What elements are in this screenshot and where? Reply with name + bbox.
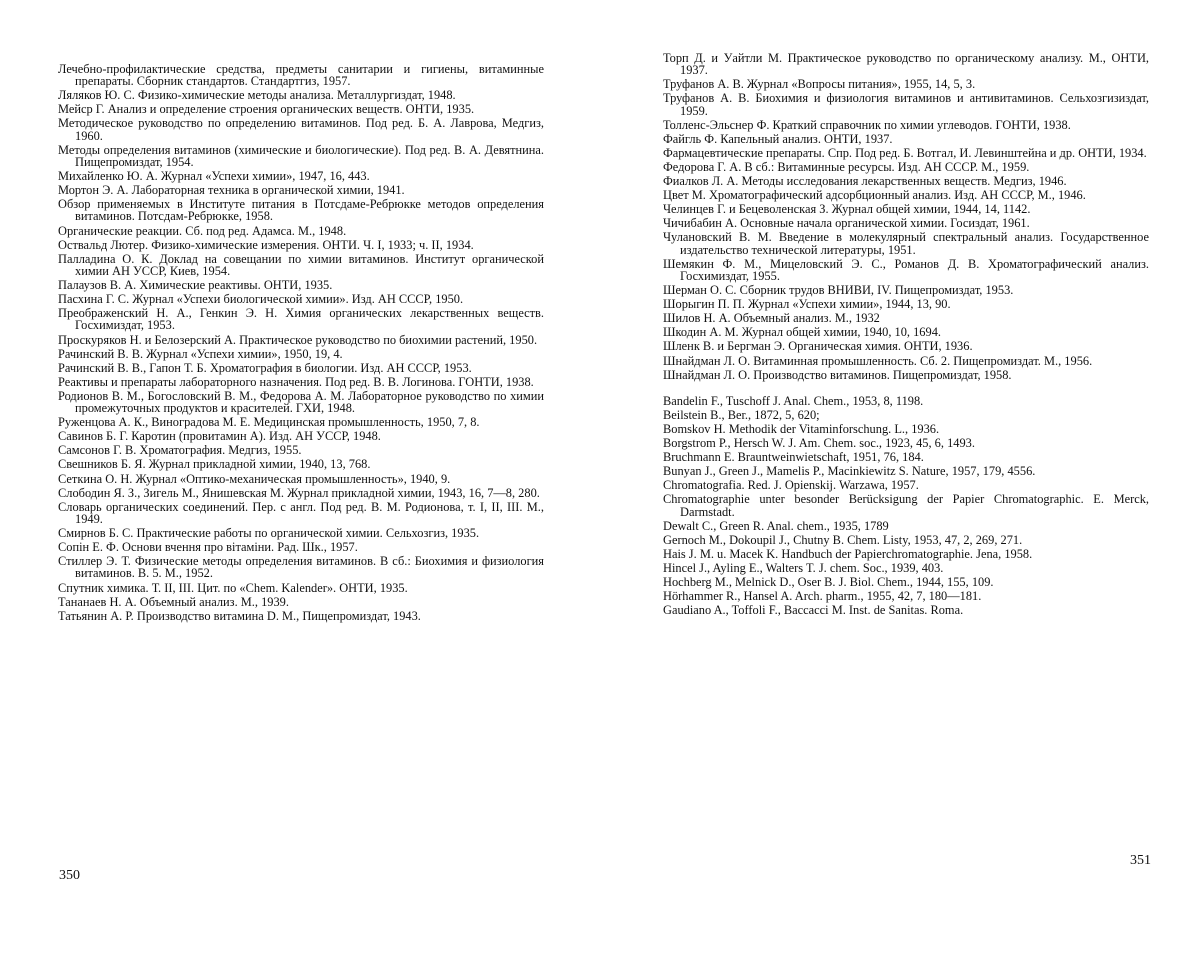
bibliography-entry: Dewalt C., Green R. Anal. chem., 1935, 1789 — [663, 518, 889, 533]
bibliography-entry: Hincel J., Ayling E., Walters T. J. chem. Soc., 1939, 403. — [663, 560, 944, 575]
bibliography-entry: Труфанов А. В. Биохимия и физиология витаминов и антивитаминов. Сельхозгизиздат, 1959. — [663, 91, 1149, 118]
bibliography-entry: Органические реакции. Сб. под ред. Адамса. М., 1948. — [58, 223, 347, 238]
bibliography-entry: Рачинский В. В. Журнал «Успехи химии», 1950, 19, 4. — [58, 346, 343, 361]
bibliography-entry: Шнайдман Л. О. Производство витаминов. Пищепромиздат, 1958. — [663, 367, 1012, 382]
bibliography-entry: Преображенский Н. А., Генкин Э. Н. Химия органических лекарственных веществ. Госхимиздат, 1953. — [58, 306, 544, 333]
bibliography-entry: Chromatographie unter besonder Berücksigung der Papier Chromatographic. E. Merck, Darmstadt. — [663, 492, 1149, 519]
bibliography-entry: Bandelin F., Tuschoff J. Anal. Chem., 1953, 8, 1198. — [663, 393, 924, 408]
bibliography-entry: Спутник химика. Т. II, III. Цит. по «Chem. Kalender». ОНТИ, 1935. — [58, 580, 408, 595]
bibliography-entry: Слободин Я. З., Зигель М., Янишевская М. Журнал прикладной химии, 1943, 16, 7—8, 280. — [58, 485, 540, 500]
bibliography-entry: Толленс-Эльснер Ф. Краткий справочник по химии углеводов. ГОНТИ, 1938. — [663, 117, 1071, 132]
bibliography-entry: Проскуряков Н. и Белозерский А. Практическое руководство по биохимии растений, 1950. — [58, 332, 538, 347]
bibliography-entry: Челинцев Г. и Бецеволенская З. Журнал общей химии, 1944, 14, 1142. — [663, 202, 1031, 217]
bibliography-entry: Шорыгин П. П. Журнал «Успехи химии», 1944, 13, 90. — [663, 297, 951, 312]
bibliography-entry: Файгль Ф. Капельный анализ. ОНТИ, 1937. — [663, 131, 893, 146]
bibliography-entry: Лечебно-профилактические средства, предметы санитарии и гигиены, витаминные препараты. Сборник стандартов. Стандартгиз, 1957. — [58, 62, 544, 89]
bibliography-entry: Шемякин Ф. М., Мицеловский Э. С., Романов Д. В. Хроматографический анализ. Госхимиздат, 1955. — [663, 256, 1149, 283]
bibliography-entry: Сеткина О. Н. Журнал «Оптико-механическая промышленность», 1940, 9. — [58, 471, 451, 486]
bibliography-entry: Шилов Н. А. Объемный анализ. М., 1932 — [663, 311, 880, 326]
bibliography-entry: Ляляков Ю. С. Физико-химические методы анализа. Металлургиздат, 1948. — [58, 88, 456, 103]
bibliography-entry: Gaudiano A., Toffoli F., Baccacci M. Inst. de Sanitas. Roma. — [663, 603, 964, 618]
bibliography-entry: Beilstein B., Ber., 1872, 5, 620; — [663, 407, 820, 422]
bibliography-entry: Шерман О. С. Сборник трудов ВНИВИ, IV. Пищепромиздат, 1953. — [663, 283, 1014, 298]
bibliography-entry: Рачинский В. В., Гапон Т. Б. Хроматография в биологии. Изд. АН СССР, 1953. — [58, 360, 472, 375]
bibliography-entry: Савинов Б. Г. Каротин (провитамин А). Изд. АН УССР, 1948. — [58, 429, 381, 444]
bibliography-entry: Свешников Б. Я. Журнал прикладной химии, 1940, 13, 768. — [58, 457, 371, 472]
bibliography-entry: Chromatografia. Red. J. Opienskij. Warzawa, 1957. — [663, 478, 919, 493]
bibliography-entry: Тананаев Н. А. Объемный анализ. М., 1939. — [58, 594, 289, 609]
bibliography-entry: Сопін Е. Ф. Основи вчення про вітаміни. Рад. Шк., 1957. — [58, 540, 358, 555]
bibliography-entry: Bomskov H. Methodik der Vitaminforschung. L., 1936. — [663, 421, 940, 436]
bibliography-entry: Самсонов Г. В. Хроматография. Медгиз, 1955. — [58, 443, 302, 458]
bibliography-entry: Hais J. M. u. Macek K. Handbuch der Papierchromatographie. Jena, 1958. — [663, 546, 1033, 561]
bibliography-entry: Михайленко Ю. А. Журнал «Успехи химии», 1947, 16, 443. — [58, 169, 370, 184]
bibliography-entry: Методическое руководство по определению витаминов. Под ред. Б. А. Лаврова, Медгиз, 1960. — [58, 116, 544, 143]
bibliography-entry: Мортон Э. А. Лабораторная техника в органической химии, 1941. — [58, 183, 405, 198]
bibliography-list-left — [58, 63, 544, 624]
page-number-left: 350 — [59, 868, 80, 883]
bibliography-entry: Фиалков Л. А. Методы исследования лекарственных веществ. Медгиз, 1946. — [663, 174, 1067, 189]
bibliography-entry: Шнайдман Л. О. Витаминная промышленность. Сб. 2. Пищепромиздат. М., 1956. — [663, 353, 1093, 368]
bibliography-entry: Словарь органических соединений. Пер. с англ. Под ред. В. М. Родионова, т. I, II, III. М., 1949. — [58, 499, 544, 526]
bibliography-entry: Borgstrom P., Hersch W. J. Am. Chem. soc., 1923, 45, 6, 1493. — [663, 435, 975, 450]
bibliography-entry: Hörhammer R., Hansel A. Arch. pharm., 1955, 42, 7, 180—181. — [663, 589, 982, 604]
bibliography-entry: Мейср Г. Анализ и определение строения органических веществ. ОНТИ, 1935. — [58, 102, 475, 117]
bibliography-entry: Палаузов В. А. Химические реактивы. ОНТИ, 1935. — [58, 278, 333, 293]
bibliography-entry: Реактивы и препараты лабораторного назначения. Под ред. В. В. Логинова. ГОНТИ, 1938. — [58, 374, 534, 389]
bibliography-entry: Чичибабин А. Основные начала органической химии. Госиздат, 1961. — [663, 216, 1030, 231]
bibliography-entry: Труфанов А. В. Журнал «Вопросы питания», 1955, 14, 5, 3. — [663, 77, 976, 92]
bibliography-entry: Обзор применяемых в Институте питания в Потсдаме-Ребрюкке методов определения витаминов. Потсдам-Ребрюкке, 1958. — [58, 197, 544, 224]
bibliography-entry: Чулановский В. М. Введение в молекулярный спектральный анализ. Государственное издательство технической литературы, 1951. — [663, 230, 1149, 257]
bibliography-entry: Hochberg M., Melnick D., Oser B. J. Biol. Chem., 1944, 155, 109. — [663, 575, 994, 590]
bibliography-entry: Родионов В. М., Богословский В. М., Федорова А. М. Лабораторное руководство по химии промежуточных продуктов и красителей. ГХИ, 1948. — [58, 388, 544, 416]
bibliography-entry: Методы определения витаминов (химические и биологические). Под ред. В. А. Девятнина. Пищепромиздат, 1954. — [58, 142, 544, 169]
bibliography-entry: Шкодин А. М. Журнал общей химии, 1940, 10, 1694. — [663, 325, 941, 340]
bibliography-entry: Татьянин А. Р. Производство витамина D. М., Пищепромиздат, 1943. — [58, 608, 421, 623]
bibliography-entry: Торп Д. и Уайтли М. Практическое руководство по органическому анализу. М., ОНТИ, 1937. — [663, 51, 1149, 78]
right-page — [600, 0, 1200, 958]
bibliography-entry: Bunyan J., Green J., Mamelis P., Macinkiewitz S. Nature, 1957, 179, 4556. — [663, 464, 1036, 479]
bibliography-entry: Стиллер Э. Т. Физические методы определения витаминов. В сб.: Биохимия и физиология витаминов. В. 5. М., 1952. — [58, 554, 544, 581]
bibliography-entry: Руженцова А. К., Виноградова М. Е. Медицинская промышленность, 1950, 7, 8. — [58, 415, 480, 430]
bibliography-entry: Bruchmann E. Brauntweinwietschaft, 1951, 76, 184. — [663, 450, 924, 465]
section-gap — [663, 383, 1149, 395]
bibliography-list-right — [663, 52, 1149, 618]
bibliography-entry: Фармацевтические препараты. Спр. Под ред. Б. Вотгал, И. Левинштейна и др. ОНТИ, 1934. — [663, 145, 1147, 160]
bibliography-entry: Пасхина Г. С. Журнал «Успехи биологической химии». Изд. АН СССР, 1950. — [58, 292, 464, 307]
page-number-right: 351 — [1130, 853, 1151, 868]
bibliography-entry: Палладина О. К. Доклад на совещании по химии витаминов. Институт органической химии АН УССР, Киев, 1954. — [58, 251, 544, 278]
bibliography-entry: Федорова Г. А. В сб.: Витаминные ресурсы. Изд. АН СССР. М., 1959. — [663, 159, 1030, 174]
bibliography-entry: Шленк В. и Бергман Э. Органическая химия. ОНТИ, 1936. — [663, 339, 973, 354]
bibliography-entry: Gernoch M., Dokoupil J., Chutny B. Chem. Listy, 1953, 47, 2, 269, 271. — [663, 532, 1023, 547]
bibliography-entry: Смирнов Б. С. Практические работы по органической химии. Сельхозгиз, 1935. — [58, 526, 480, 541]
bibliography-entry: Цвет М. Хроматографический адсорбционный анализ. Изд. АН СССР, М., 1946. — [663, 188, 1086, 203]
bibliography-entry: Оствальд Лютер. Физико-химические измерения. ОНТИ. Ч. I, 1933; ч. II, 1934. — [58, 237, 474, 252]
